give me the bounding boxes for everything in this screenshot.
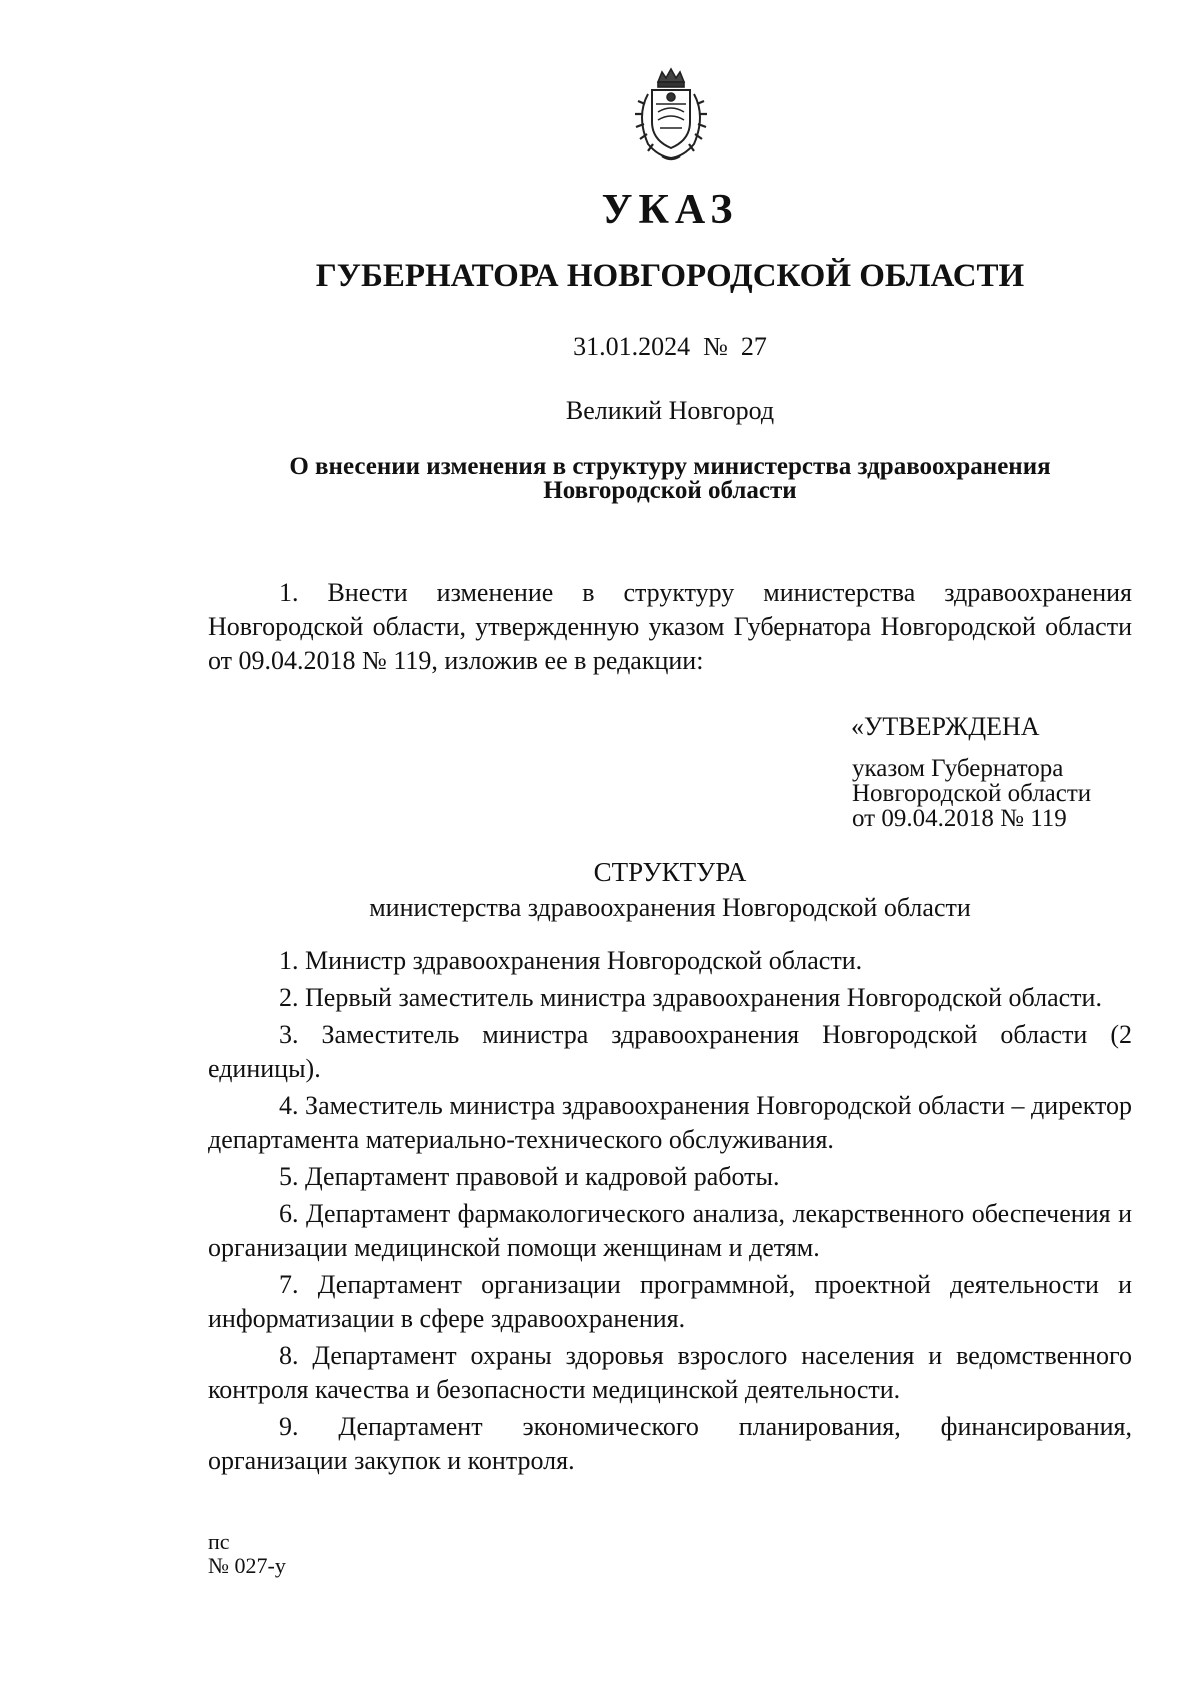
approval-line-1: указом Губернатора bbox=[852, 755, 1064, 782]
document-code bbox=[208, 1530, 286, 1578]
footer-line-2: № 027-у bbox=[208, 1553, 286, 1578]
city-name: Великий Новгород bbox=[565, 396, 775, 425]
list-item: 5. Департамент правовой и кадровой работы. bbox=[279, 1162, 780, 1191]
approval-line-3: от 09.04.2018 № 119 bbox=[852, 805, 1067, 832]
list-item: 6. Департамент фармакологического анализа, лекарственного обеспечения и организации медицинской помощи женщинам и детям. bbox=[208, 1199, 1132, 1262]
coat-of-arms-icon bbox=[628, 64, 714, 164]
approval-block bbox=[852, 756, 1091, 831]
list-item: 4. Заместитель министра здравоохранения Новгородской области – директор департамента материально-технического обслуживания. bbox=[208, 1091, 1132, 1154]
list-item: 1. Министр здравоохранения Новгородской области. bbox=[279, 946, 863, 975]
list-item: 9. Департамент экономического планирования, финансирования, организации закупок и контроля. bbox=[208, 1412, 1132, 1475]
decree-subject bbox=[0, 455, 1200, 503]
structure-subheading: министерства здравоохранения Новгородской области bbox=[369, 893, 971, 922]
subject-line-2: Новгородской области bbox=[543, 477, 797, 504]
subject-line-1: О внесении изменения в структуру министерства здравоохранения bbox=[289, 453, 1051, 480]
list-item: 2. Первый заместитель министра здравоохранения Новгородской области. bbox=[279, 983, 1102, 1012]
issuer-heading: ГУБЕРНАТОРА НОВГОРОДСКОЙ ОБЛАСТИ bbox=[315, 258, 1025, 294]
date-and-number: 31.01.2024 № 27 bbox=[573, 332, 767, 361]
structure-heading: СТРУКТУРА bbox=[593, 857, 747, 887]
list-item: 7. Департамент организации программной, проектной деятельности и информатизации в сфере здравоохранения. bbox=[208, 1270, 1132, 1333]
approval-line-2: Новгородской области bbox=[852, 780, 1092, 807]
list-item: 3. Заместитель министра здравоохранения Новгородской области (2 единицы). bbox=[208, 1020, 1132, 1083]
footer-line-1: пс bbox=[208, 1529, 230, 1554]
document-title: УКАЗ bbox=[601, 187, 739, 233]
paragraph-1: 1. Внести изменение в структуру министерства здравоохранения Новгородской области, утвержденную указом Губернатора Новгородской области от 09.04.2018 № 119, изложив ее в редакции: bbox=[208, 578, 1132, 675]
list-item: 8. Департамент охраны здоровья взрослого населения и ведомственного контроля качества и безопасности медицинской деятельности. bbox=[208, 1341, 1132, 1404]
approval-heading: «УТВЕРЖДЕНА bbox=[851, 712, 1040, 741]
structure-list bbox=[208, 944, 1132, 1481]
